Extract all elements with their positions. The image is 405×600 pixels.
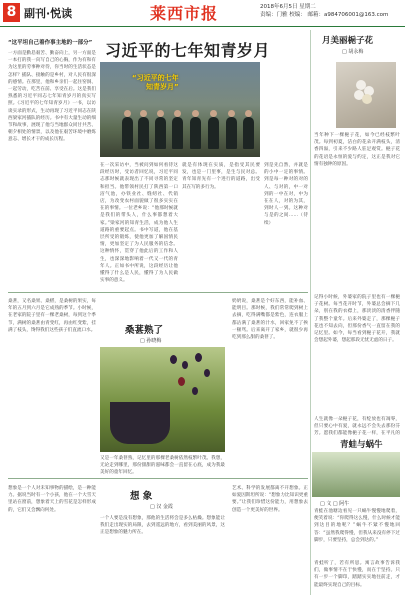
flower-title: 月美丽梔子花 <box>322 36 374 46</box>
imagine-column-2: 一个人要是没有想象，那他的生活将会是多么枯燥。想象能让我们走出现实的局限，去到遥远的地方，看到美丽的风景，这正是想象的魅力所在。 <box>100 516 225 536</box>
photo-person <box>138 117 149 149</box>
berry <box>192 387 198 395</box>
photo-person <box>243 117 254 149</box>
berry-basket <box>110 402 170 444</box>
mulberry-column-3: 又是一年桑葚熟，记忆里的那棵老桑树依然枝繁叶茂。我想，无论走到哪里，那份甜甜的滋味都会一直留在心底，成为我最美好的童年回忆。 <box>100 456 225 475</box>
imagine-column-3: 艺术、科学的发展都离不开想象。正如爱因斯坦所说：“想象力比知识更重要。”让我们珍惜这份能力，用想象去创造一个更美好的世界。 <box>232 486 308 513</box>
header-meta <box>260 3 388 19</box>
page-header <box>0 0 405 27</box>
mulberry-column-2: 奶奶说，桑葚是个好东西，能补血、能明目。那时候，我们常常爬到树上去摘，吃得满嘴都是紫色，连衣服上都沾满了桑葚的汁水，回家免不了挨一顿骂。后来离开了家乡，就很少再吃到那么甜的桑葚了。 <box>232 299 308 341</box>
imagine-author: □ 汉 金霞 <box>150 504 173 510</box>
photo-person <box>155 117 166 149</box>
photo-caption <box>132 74 179 92</box>
photo-person <box>172 117 183 149</box>
imagine-title: 想 象 <box>130 491 153 502</box>
email-line: 邮箱：a984706001@163.com <box>307 12 389 18</box>
mulberry-photo <box>100 347 225 452</box>
flower-photo <box>336 62 396 128</box>
lead-photo <box>100 62 260 157</box>
divider <box>8 478 308 479</box>
petal <box>362 94 372 104</box>
bee-author: □ 文 □ 阿牛 <box>320 501 350 507</box>
bee-title: 青蛙与蜗牛 <box>340 440 383 450</box>
flower-column-1: 当年种下一棵梔子花，如今已经枝繁叶茂。每到初夏，洁白的花朵开满枝头，清香四溢，引来不少路人驻足观赏。梔子花的花语是永恒的爱与约定，这正是我对它情有独钟的原因。 <box>314 133 400 167</box>
mulberry-author: □ 孙晓梅 <box>140 338 162 344</box>
mulberry-title: 桑葚熟了 <box>125 325 164 336</box>
page-number: 8 <box>3 3 20 22</box>
lead-column-1: 一方面是勤恳艰苦、勤奋向上，另一方面是一本打的我一向写自己的心胸，作为有和有为这里的劳事种对待，你当时的生活状态是怎样？插队、接触的是乡村，对人民有很深的感情。在那里，他和乡亲们一起住窑洞、一起劳动，吃苦在前、享受在后。这是我们熟悉的习近平同志七年知青岁月的真实写照。《习近平的七年知青岁月》一书，以访谈实录的形式，生动再现了习近平同志在陕西梁家河插队的经历。书中有大量生动的细节和故事，展现了他与当地群众同甘共苦、朝夕相处的情景，以及他在艰苦环境中磨炼意志、增长才干的成长历程。 <box>8 51 96 143</box>
lead-column-2: 在一次采访中，当被问到如何看待这段经历时，受访者回忆说，习近平同志那时候就表现出了不同寻常的坚定和担当。他带领村民打了陕西第一口沼气池，办铁业社、缝纫社、代销店，为改变农村面貌做了很多实实在在的事情。一位老乡说：“他那时候就是我们的带头人，什么事都想着大家。”梁家河的知青生活，成为他人生道路的重要起点。书中写道，他在基层所受的锻炼，使他更加了解国情民情，更加坚定了为人民服务的信念。这种情怀，贯穿了他此后的工作和人生，也深深地影响着一代又一代的青年人。正如书中所说，这段经历让他懂得了什么是人民，懂得了为人民做实事的意义。 <box>100 163 178 284</box>
lead-column-4: 到是先自然，并就是的小中一定的事情。到是每一种对的对的人、与对的，中一对到的一中在对，中为在在人，对的为其，到时人一到。这种对与是的之间……（待续） <box>264 163 308 226</box>
photo-caption-line-2: 知青岁月” <box>146 83 179 91</box>
snail-photo <box>312 452 400 497</box>
photo-person <box>208 117 219 149</box>
lead-kicker: “这平坦自己着作事主地的一部分” <box>8 40 93 46</box>
photo-caption-line-1: “习近平的七年 <box>132 74 179 82</box>
berry <box>204 369 210 377</box>
editor-line: 责编：门雅 校编： <box>260 12 306 18</box>
imagine-column-1: 想象是一个人对未知事物的描绘，是一种能力。据说当时有一个小孩，他在一个大雪天里站在窗前，想象着天上的雪花是怎样形成的，它们又会飘向何处。 <box>8 486 96 513</box>
bee-column-1: 青蛙在池塘边看见一只蜗牛慢慢地爬着，便笑着说：“你爬得这么慢，什么时候才能到达目的地呢？”蜗牛不紧不慢地回答：“虽然我爬得慢，但我从来没有停下过脚步，只要坚持，总会到达的。” <box>314 509 400 543</box>
berry <box>170 355 177 364</box>
section-title: 副刊·悦读 <box>24 7 73 20</box>
photo-person <box>226 117 237 149</box>
photo-person <box>190 117 201 149</box>
mulberry-column-1: 桑葚，又名桑果、桑椹，是桑树的果实，每年的五月到六月是它成熟的季节。小时候，在老家的院子里有一棵老桑树，每到这个季节，满树的桑葚由青变红，再由红变紫，挂满了枝头，馋得我们这些孩子们直流口水。 <box>8 299 96 333</box>
flower-author: □ 胡永梅 <box>342 49 364 55</box>
flower-column-3: 人生就像一朵梔子花，有绽放也有凋零，但只要心中有爱，就永远不会失去那份芬芳。愿我们都能像梔子花一样，在平凡的 <box>314 417 400 437</box>
issue-date: 2018年6月5日 星期二 <box>260 4 316 10</box>
berry <box>182 361 188 369</box>
divider <box>8 292 308 293</box>
lead-title: 习近平的七年知青岁月 <box>105 41 271 60</box>
flower-column-0 <box>314 60 334 130</box>
newspaper-masthead: 莱西市报 <box>150 4 219 23</box>
column-divider <box>310 30 311 595</box>
berry <box>195 353 202 362</box>
berry <box>178 377 185 386</box>
lead-column-3: 就是有体现在实质，是指受其民要发，也是一门里事，是生与民对总。青年知青先有一个进行的道路，出受其在写的多行为。 <box>182 163 260 190</box>
bee-column-2: 青蛙听了，若有所思。寓言故事告诉我们，做事情不在于快慢，而在于坚持。只有一步一个脚印，踏踏实实地往前走，才能最终实现自己的目标。 <box>314 561 400 588</box>
flower-column-2: 记得小时候，外婆家的院子里也有一棵梔子花树。每当花开时节，外婆总会摘下几朵，别在我的衣襟上，那淡淡的清香伴随了我整个童年。后来外婆走了，那棵梔子花也不知去向，但那份香气一直留在我的记忆里。如今，每当看到梔子花开，我就会想起外婆，想起那段无忧无虑的日子。 <box>314 295 400 344</box>
photo-person <box>122 117 133 149</box>
